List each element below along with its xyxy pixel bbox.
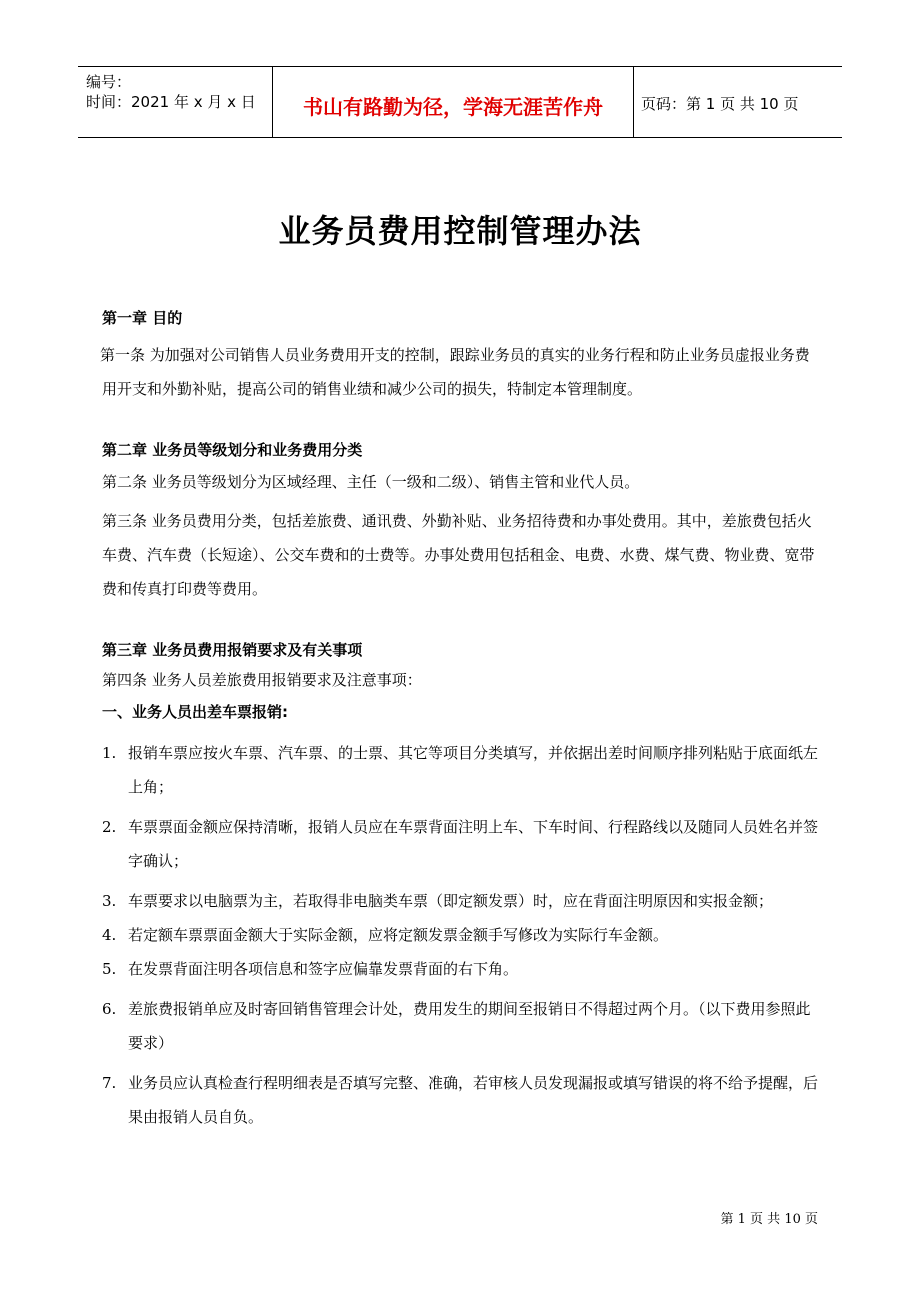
list-item-number: 1. bbox=[102, 744, 117, 762]
list-item-number: 6. bbox=[102, 1000, 117, 1018]
document-header bbox=[78, 66, 842, 138]
list-item bbox=[102, 952, 822, 986]
chapter-1-heading: 第一章 目的 bbox=[102, 309, 183, 327]
list-item-text: 在发票背面注明各项信息和签字应偏靠发票背面的右下角。 bbox=[128, 960, 519, 978]
list-item-text: 差旅费报销单应及时寄回销售管理会计处，费用发生的期间至报销日不得超过两个月。（以下费用参照此要求） bbox=[128, 1000, 811, 1052]
list-item-text: 若定额车票票面金额大于实际金额，应将定额发票金额手写修改为实际行车金额。 bbox=[128, 926, 669, 944]
list-item bbox=[102, 810, 822, 878]
header-page-number: 页码：第 1 页 共 10 页 bbox=[641, 95, 799, 113]
document-number-label: 编号： bbox=[86, 73, 132, 91]
article-3: 第三条 业务员费用分类，包括差旅费、通讯费、外勤补贴、业务招待费和办事处费用。其中，差旅费包括火车费、汽车费（长短途）、公交车费和的士费等。办事处费用包括租金、电费、水费、煤气费、物业费、宽带费和传真打印费等费用。 bbox=[102, 512, 815, 598]
article-4: 第四条 业务人员差旅费用报销要求及注意事项： bbox=[102, 671, 422, 689]
list-item-text: 报销车票应按火车票、汽车票、的士票、其它等项目分类填写，并依据出差时间顺序排列粘贴于底面纸左上角； bbox=[128, 744, 819, 796]
reimbursement-rules-list bbox=[102, 736, 822, 1134]
chapter-3-heading: 第三章 业务员费用报销要求及有关事项 bbox=[102, 641, 363, 659]
document-title: 业务员费用控制管理办法 bbox=[278, 212, 642, 250]
list-item-number: 4. bbox=[102, 926, 117, 944]
list-item-number: 7. bbox=[102, 1074, 117, 1092]
list-item-text: 车票票面金额应保持清晰，报销人员应在车票背面注明上车、下车时间、行程路线以及随同人员姓名并签字确认； bbox=[128, 818, 819, 870]
list-item-text: 业务员应认真检查行程明细表是否填写完整、准确，若审核人员发现漏报或填写错误的将不给予提醒，后果由报销人员自负。 bbox=[128, 1074, 819, 1126]
list-item-text: 车票要求以电脑票为主，若取得非电脑类车票（即定额发票）时，应在背面注明原因和实报金额； bbox=[128, 892, 774, 910]
list-item-number: 2. bbox=[102, 818, 117, 836]
chapter-2-heading: 第二章 业务员等级划分和业务费用分类 bbox=[102, 441, 363, 459]
header-motto-cell bbox=[272, 67, 634, 137]
header-meta bbox=[78, 67, 272, 137]
motto-text: 书山有路勤为径，学海无涯苦作舟 bbox=[303, 95, 603, 119]
document-body bbox=[102, 300, 822, 1134]
article-2: 第二条 业务员等级划分为区域经理、主任（一级和二级）、销售主管和业代人员。 bbox=[102, 473, 640, 491]
document-date: 时间：2021 年 x 月 x 日 bbox=[86, 93, 256, 111]
list-item-number: 5. bbox=[102, 960, 117, 978]
list-item bbox=[102, 918, 822, 952]
list-item bbox=[102, 736, 822, 804]
page-footer: 第 1 页 共 10 页 bbox=[720, 1212, 818, 1227]
article-1: 第一条 为加强对公司销售人员业务费用开支的控制，跟踪业务员的真实的业务行程和防止业务员虚报业务费用开支和外勤补贴，提高公司的销售业绩和减少公司的损失，特制定本管理制度。 bbox=[100, 346, 810, 398]
sub-heading-ticket-reimbursement: 一、业务人员出差车票报销: bbox=[102, 703, 288, 721]
list-item bbox=[102, 1066, 822, 1134]
list-item bbox=[102, 992, 822, 1060]
list-item bbox=[102, 884, 822, 918]
list-item-number: 3. bbox=[102, 892, 117, 910]
header-page-cell bbox=[633, 67, 842, 137]
